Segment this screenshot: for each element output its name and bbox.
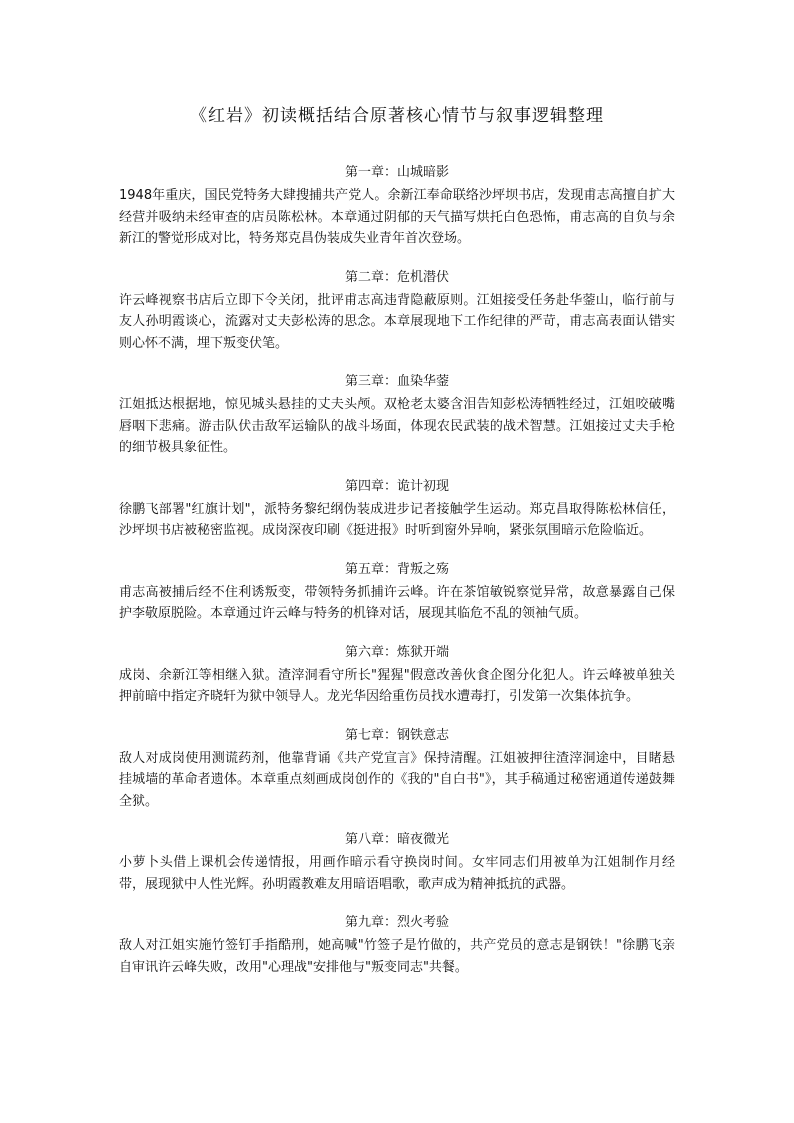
chapter-title: 第一章：山城暗影 xyxy=(344,165,449,180)
chapter-6 xyxy=(119,642,675,708)
chapter-title: 第七章：钢铁意志 xyxy=(344,727,449,743)
chapter-body: 敌人对成岗使用测谎药剂，他靠背诵《共产党宣言》保持清醒。江姐被押往渣滓洞途中，目睹悬挂城墙的革命者遗体。本章重点刻画成岗创作的《我的"自白书"》，其手稿通过秘密通道传递鼓舞全狱。 xyxy=(119,750,675,809)
chapter-body: 甫志高被捕后经不住利诱叛变，带领特务抓捕许云峰。许在茶馆敏锐察觉异常，故意暴露自己保护李敬原脱险。本章通过许云峰与特务的机锋对话，展现其临危不乱的领袖气质。 xyxy=(119,584,675,621)
chapter-4 xyxy=(119,476,675,542)
chapter-1 xyxy=(119,162,675,250)
chapter-title: 第三章：血染华蓥 xyxy=(344,374,449,389)
chapter-8 xyxy=(119,829,675,895)
chapter-body: 徐鹏飞部署"红旗计划"，派特务黎纪纲伪装成进步记者接触学生运动。郑克昌取得陈松林信任，沙坪坝书店被秘密监视。成岗深夜印刷《挺进报》时听到窗外异响，紧张氛围暗示危险临近。 xyxy=(119,501,675,538)
chapter-body: 1948年重庆，国民党特务大肆搜捕共产党人。余新江奉命联络沙坪坝书店，发现甫志高擅自扩大经营并吸纳未经审查的店员陈松林。本章通过阴郁的天气描写烘托白色恐怖，甫志高的自负与余新江的警觉形成对比，特务郑克昌伪装成失业青年首次登场。 xyxy=(119,188,675,246)
chapter-7 xyxy=(119,725,675,813)
chapter-2 xyxy=(119,267,675,355)
chapter-title: 第八章：暗夜微光 xyxy=(344,832,449,847)
chapter-body: 小萝卜头借上课机会传递情报，用画作暗示看守换岗时间。女牢同志们用被单为江姐制作月经带，展现狱中人性光辉。孙明霞教难友用暗语唱歌，歌声成为精神抵抗的武器。 xyxy=(119,855,675,892)
chapter-title: 第二章：危机潜伏 xyxy=(344,269,449,285)
chapter-3 xyxy=(119,371,675,459)
chapter-5 xyxy=(119,559,675,625)
chapter-body: 许云峰视察书店后立即下令关闭，批评甫志高违背隐蔽原则。江姐接受任务赴华蓥山，临行前与友人孙明霞谈心，流露对丈夫彭松涛的思念。本章展现地下工作纪律的严苛，甫志高表面认错实则心怀不满，埋下叛变伏笔。 xyxy=(119,292,675,351)
document-title: 《红岩》初读概括结合原著核心情节与叙事逻辑整理 xyxy=(190,106,604,126)
chapter-9 xyxy=(119,912,675,978)
chapter-body: 敌人对江姐实施竹签钉手指酷刑，她高喊"竹签子是竹做的，共产党员的意志是钢铁！"徐鹏飞亲自审讯许云峰失败，改用"心理战"安排他与"叛变同志"共餐。 xyxy=(119,938,675,975)
chapter-title: 第五章：背叛之殇 xyxy=(344,561,449,577)
chapter-title: 第四章：诡计初现 xyxy=(344,478,449,494)
chapter-title: 第九章：烈火考验 xyxy=(344,915,449,930)
chapter-title: 第六章：炼狱开端 xyxy=(344,644,449,660)
chapter-body: 江姐抵达根据地，惊见城头悬挂的丈夫头颅。双枪老太婆含泪告知彭松涛牺牲经过，江姐咬破嘴唇咽下悲痛。游击队伏击敌军运输队的战斗场面，体现农民武装的战术智慧。江姐接过丈夫手枪的细节极具象征性。 xyxy=(119,397,675,455)
chapter-body: 成岗、余新江等相继入狱。渣滓洞看守所长"猩猩"假意改善伙食企图分化犯人。许云峰被单独关押前暗中指定齐晓轩为狱中领导人。龙光华因给重伤员找水遭毒打，引发第一次集体抗争。 xyxy=(119,667,675,704)
